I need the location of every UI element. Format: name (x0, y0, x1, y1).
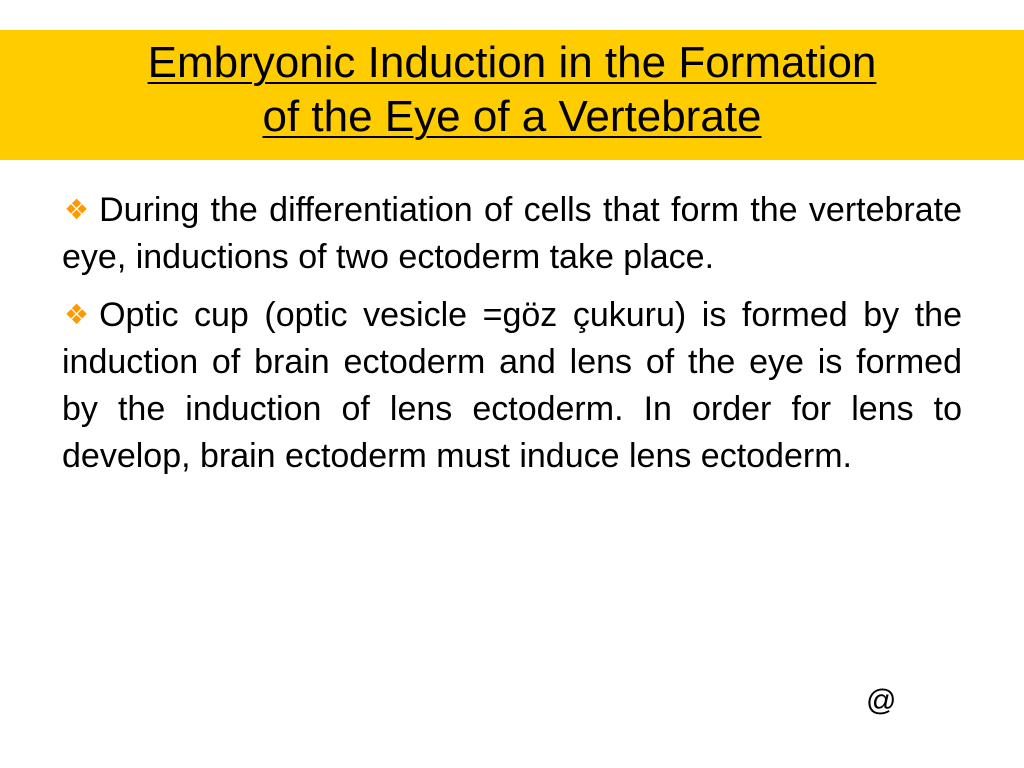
bullet-item (62, 291, 962, 480)
diamond-bullet-icon: ❖ (64, 194, 90, 225)
slide-title-line-1 (0, 36, 1024, 90)
bullet-list (62, 186, 962, 490)
diamond-bullet-icon: ❖ (64, 299, 90, 330)
slide-title-line-1-text: Embryonic Induction in the Formation (147, 38, 877, 87)
slide-title-line-2 (0, 90, 1024, 144)
slide-title (0, 36, 1024, 144)
bullet-text: Optic cup (optic vesicle =göz çukuru) is formed by the induction of brain ectoderm and lens of the eye is formed by the induction of lens ectoderm. In order for lens to develop, brain ectoderm must induce lens ectoderm. (62, 296, 962, 475)
slide-title-line-2-text: of the Eye of a Vertebrate (262, 92, 762, 141)
footer-at-symbol: @ (866, 684, 897, 717)
bullet-text: During the differentiation of cells that form the vertebrate eye, inductions of two ectoderm take place. (62, 191, 962, 276)
bullet-item (62, 186, 962, 281)
